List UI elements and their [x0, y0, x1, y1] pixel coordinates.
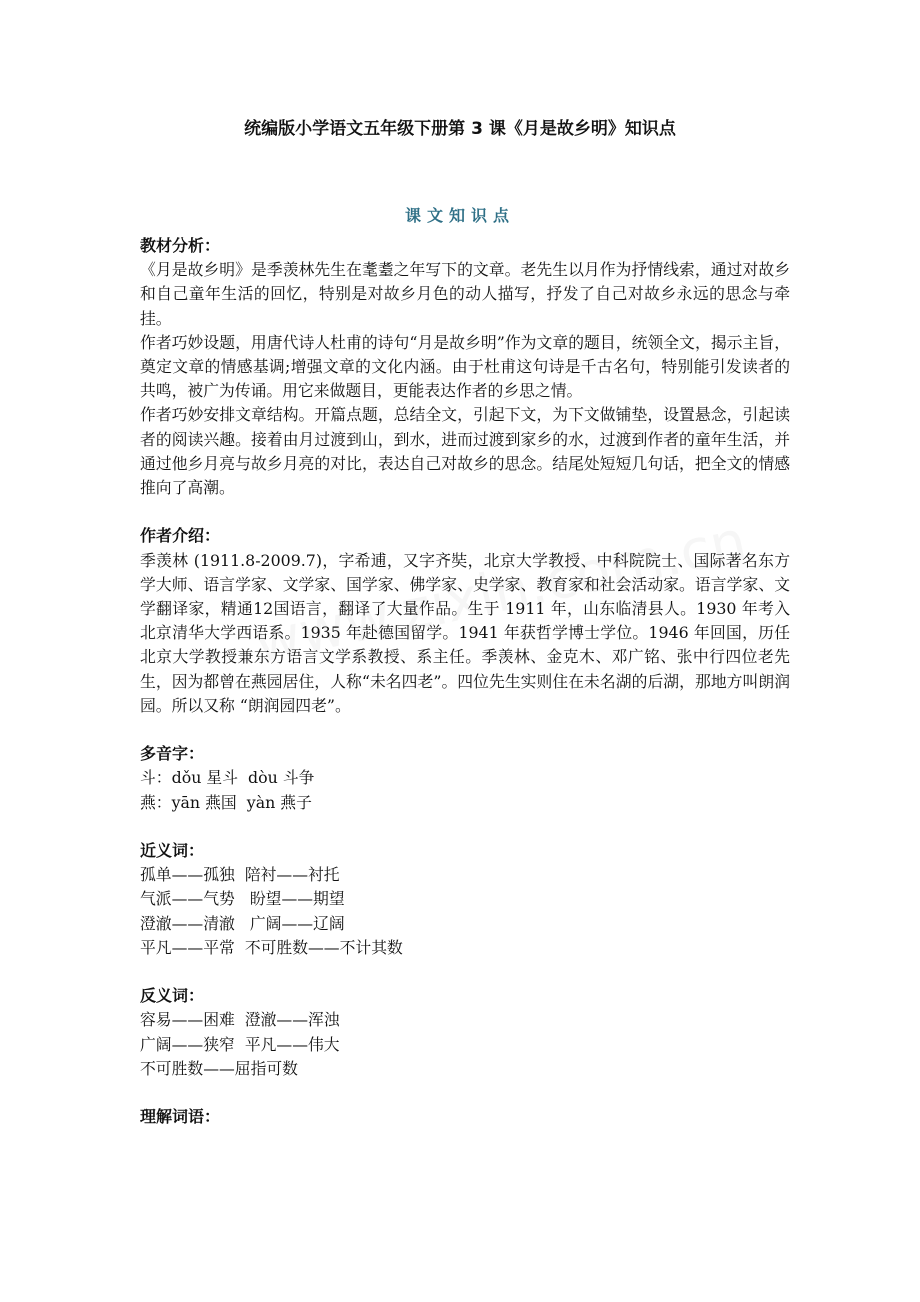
spacer — [140, 960, 790, 984]
antonym-line: 广阔——狭窄 平凡——伟大 — [140, 1034, 340, 1054]
synonyms-heading: 近义词： — [140, 841, 205, 861]
spacer — [140, 718, 790, 742]
author-paragraph: 季羡林 (1911.8-2009.7)，字希逋，又字齐奘，北京大学教授、中科院院士、国际著名东方学大师、语言学家、文学家、国学家、佛学家、史学家、教育家和社会活动家。语言学家、文学翻译家，精通12国语言，翻译了大量作品。生于 1911 年，山东临清县人。1930 年考入北京清华大学西语系。1935 年赴德国留学。1941 年获哲学博士学位。1946 年回国，历任北京大学教授兼东方语言文学系教授、系主任。季羡林、金克木、邓广铭、张中行四位老先生，因为都曾在燕园居住，人称“未名四老”。四位先生实则住在未名湖的后湖，那地方叫朗润园。所以又称 “朗润园四老”。 — [140, 550, 790, 715]
analysis-paragraph-1: 《月是故乡明》是季羡林先生在耄耋之年写下的文章。老先生以月作为抒情线索，通过对故乡和自己童年生活的回忆，特别是对故乡月色的动人描写，抒发了自己对故乡永远的思念与牵挂。 — [140, 260, 790, 328]
spacer — [140, 815, 790, 839]
synonym-line: 澄澈——清澈 广阔——辽阔 — [140, 913, 345, 933]
spacer — [140, 500, 790, 524]
vocabulary-heading: 理解词语： — [140, 1107, 221, 1127]
antonym-line: 容易——困难 澄澈——浑浊 — [140, 1010, 340, 1030]
polyphone-line: 燕：yān 燕国 yàn 燕子 — [140, 792, 312, 812]
document-body — [140, 234, 790, 1129]
synonym-line: 气派——气势 盼望——期望 — [140, 889, 345, 909]
polyphone-line: 斗：dǒu 星斗 dòu 斗争 — [140, 768, 315, 788]
polyphones-heading: 多音字： — [140, 744, 205, 764]
antonyms-heading: 反义词： — [140, 986, 205, 1006]
analysis-heading: 教材分析： — [140, 236, 221, 255]
analysis-paragraph-2: 作者巧妙设题，用唐代诗人杜甫的诗句“月是故乡明”作为文章的题目，统领全文，揭示主旨，奠定文章的情感基调;增强文章的文化内涵。由于杜甫这句诗是千古名句，特别能引发读者的共鸣，被广为传诵。用它来做题目，更能表达作者的乡思之情。 — [140, 332, 790, 401]
synonym-line: 平凡——平常 不可胜数——不计其数 — [140, 937, 403, 957]
section-title: 课文知识点 — [404, 206, 515, 225]
document-title: 统编版小学语文五年级下册第 3 课《月是故乡明》知识点 — [244, 119, 676, 139]
author-heading: 作者介绍： — [140, 526, 221, 546]
spacer — [140, 1081, 790, 1105]
analysis-paragraph-3: 作者巧妙安排文章结构。开篇点题，总结全文，引起下文，为下文做铺垫，设置悬念，引起读者的阅读兴趣。接着由月过渡到山，到水，进而过渡到家乡的水，过渡到作者的童年生活，并通过他乡月亮与故乡月亮的对比，表达自己对故乡的思念。结尾处短短几句话，把全文的情感推向了高潮。 — [140, 405, 790, 498]
synonym-line: 孤单——孤独 陪衬——衬托 — [140, 865, 340, 885]
antonym-line: 不可胜数——屈指可数 — [140, 1058, 298, 1078]
